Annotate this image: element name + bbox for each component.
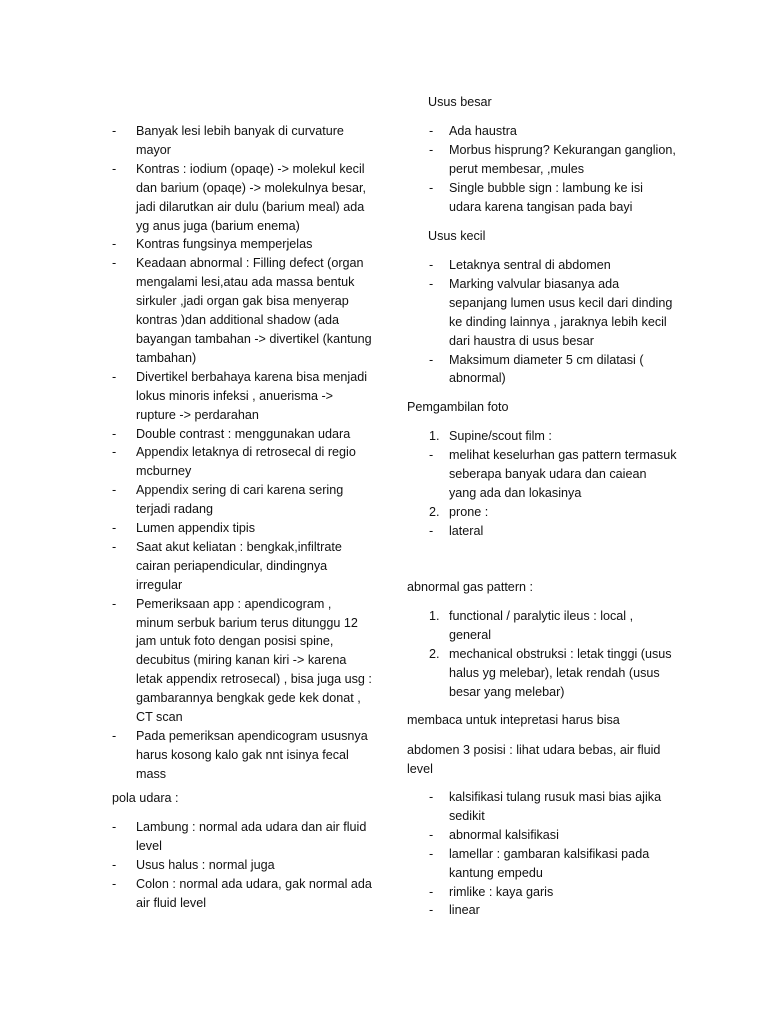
usus-besar-list xyxy=(407,122,677,217)
list-item: - kalsifikasi tulang rusuk masi bias ajika sedikit xyxy=(429,790,662,823)
list-item: - Letaknya sentral di abdomen xyxy=(429,258,611,272)
pengambilan-foto-list xyxy=(407,427,677,540)
section-heading-pola-udara: pola udara : xyxy=(112,791,179,805)
list-item: 2. prone : xyxy=(429,504,489,519)
list-item: - Lumen appendix tipis xyxy=(112,521,256,536)
list-item: - Kontras : iodium (opaqe) -> molekul kecil dan barium (opaqe) -> molekulnya besar, jadi dilarutkan air dulu (barium meal) ada yg anus juga (barium enema) xyxy=(112,161,366,233)
list-item: - lateral xyxy=(429,523,484,538)
list-item: - Morbus hisprung? Kekurangan ganglion, perut membesar, ,mules xyxy=(429,142,676,176)
list-item: - Double contrast : menggunakan udara xyxy=(112,426,351,441)
list-item: - Divertikel berbahaya karena bisa menjadi lokus minoris infeksi , anuerisma -> rupture -> perdarahan xyxy=(112,369,368,422)
list-item: - Appendix sering di cari karena sering terjadi radang xyxy=(112,483,344,517)
list-item: - Colon : normal ada udara, gak normal ada air fluid level xyxy=(112,876,372,910)
list-item: - Saat akut keliatan : bengkak,infiltrate cairan periapendicular, dindingnya irregular xyxy=(112,539,342,592)
list-item: 1. functional / paralytic ileus : local , general xyxy=(429,609,634,642)
list-item: - melihat keselurhan gas pattern termasuk seberapa banyak udara dan caiean yang ada dan lokasinya xyxy=(429,447,677,500)
section-heading-pengambilan-foto: Pemgambilan foto xyxy=(407,400,509,414)
list-item: - rimlike : kaya garis xyxy=(429,884,554,899)
section-heading-usus-besar: Usus besar xyxy=(428,95,492,109)
abnormal-gas-pattern-list xyxy=(407,607,677,702)
list-item: 2. mechanical obstruksi : letak tinggi (usus halus yg melebar), letak rendah (usus besar yang melebar) xyxy=(429,646,672,699)
list-item: - Pada pemeriksan apendicogram ususnya harus kosong kalo gak nnt isinya fecal mass xyxy=(112,729,368,781)
notes-list-main xyxy=(112,122,372,784)
usus-kecil-list xyxy=(407,256,677,388)
list-item: - Single bubble sign : lambung ke isi udara karena tangisan pada bayi xyxy=(429,180,643,214)
list-item: - Usus halus : normal juga xyxy=(112,857,275,872)
list-item: - linear xyxy=(429,903,480,918)
section-heading-abnormal-gas-pattern: abnormal gas pattern : xyxy=(407,580,534,594)
list-item: - Kontras fungsinya memperjelas xyxy=(112,237,313,252)
list-item: - Appendix letaknya di retrosecal di regio mcburney xyxy=(112,445,356,479)
paragraph-abdomen-3-posisi: abdomen 3 posisi : lihat udara bebas, air fluid level xyxy=(407,743,661,776)
paragraph-membaca: membaca untuk intepretasi harus bisa xyxy=(407,713,620,727)
kalsifikasi-list xyxy=(407,788,677,920)
list-item: - abnormal kalsifikasi xyxy=(429,827,559,842)
list-item: - Marking valvular biasanya ada sepanjang lumen usus kecil dari dinding ke dinding lainnya , jaraknya lebih kecil dari haustra di usus besar xyxy=(429,276,673,348)
list-item: - Ada haustra xyxy=(429,124,517,138)
list-item: 1. Supine/scout film : xyxy=(429,429,552,443)
list-item: - Keadaan abnormal : Filling defect (organ mengalami lesi,atau ada massa bentuk sirkuler ,jadi organ gak bisa menyerap kontras )dan additional shadow (ada bayangan tambahan -> divertikel (kantung tambahan) xyxy=(112,256,372,365)
pola-udara-list xyxy=(112,818,372,913)
list-item: - lamellar : gambaran kalsifikasi pada kantung empedu xyxy=(429,846,650,880)
list-item: - Maksimum diameter 5 cm dilatasi ( abnormal) xyxy=(429,352,644,386)
list-item: - Lambung : normal ada udara dan air fluid level xyxy=(112,820,367,853)
section-heading-usus-kecil: Usus kecil xyxy=(428,229,486,243)
list-item: - Banyak lesi lebih banyak di curvature mayor xyxy=(112,124,344,157)
list-item: - Pemeriksaan app : apendicogram , minum serbuk barium terus ditunggu 12 jam untuk foto dengan posisi spine, decubitus (miring kanan kiri -> karena letak appendix retrosecal) , bisa juga usg : gambarannya bengkak gede kek donat , CT scan xyxy=(112,596,372,725)
